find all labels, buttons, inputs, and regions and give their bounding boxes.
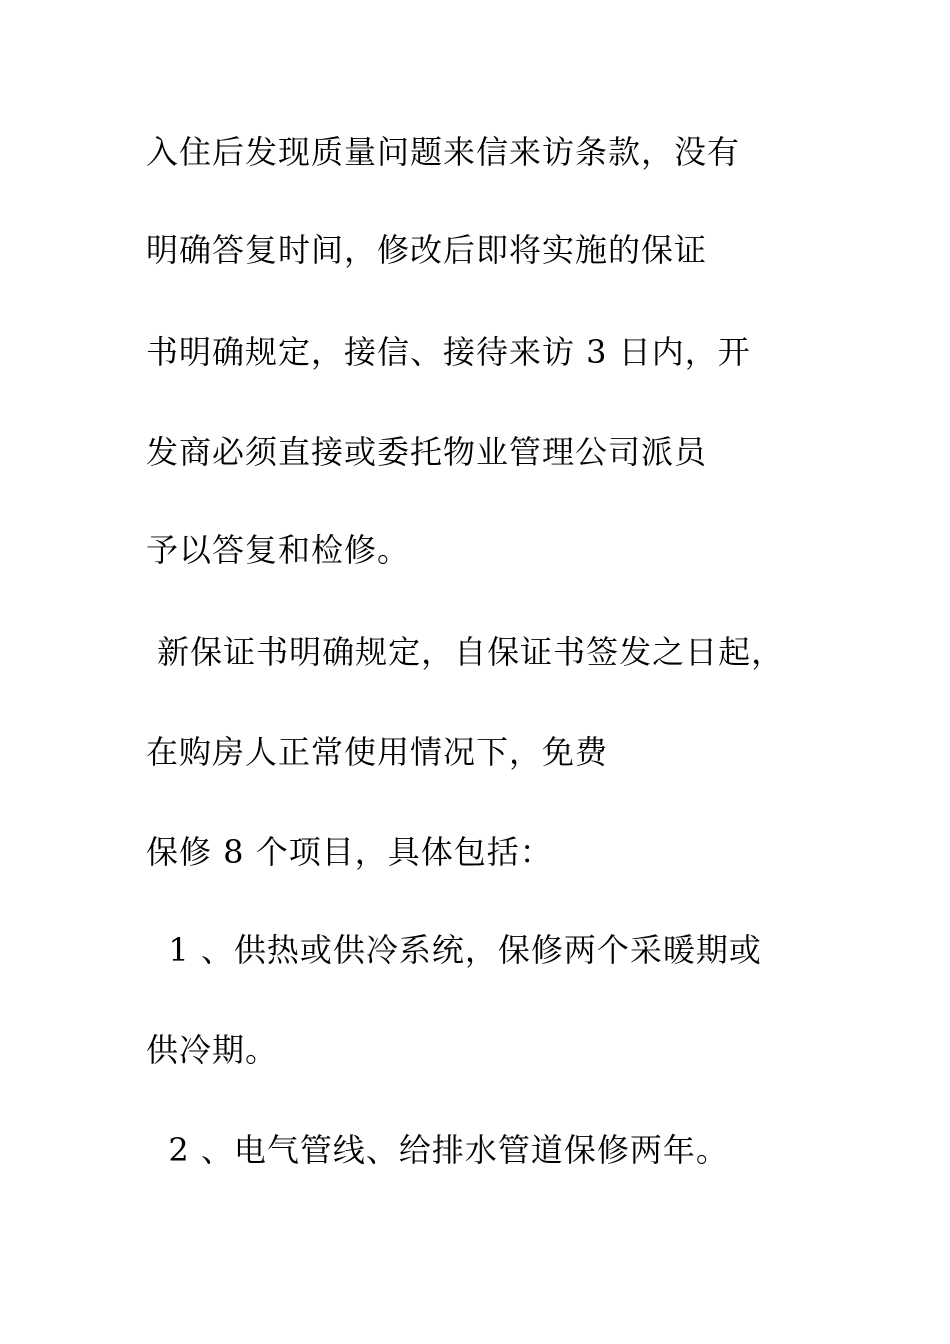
text-line-2: 明确答复时间，修改后即将实施的保证 [146, 231, 708, 269]
text-line-1: 入住后发现质量问题来信来访条款，没有 [146, 133, 741, 171]
text-line-3: 书明确规定，接信、接待来访 3 日内，开 [146, 333, 751, 371]
list-item-1-line-2: 供冷期。 [146, 1031, 279, 1069]
text-line-5: 予以答复和检修。 [146, 531, 411, 569]
text-line-6: 新保证书明确规定，自保证书签发之日起， [146, 633, 785, 671]
text-line-8: 保修 8 个项目，具体包括： [146, 833, 553, 871]
text-line-7: 在购房人正常使用情况下，免费 [146, 733, 609, 771]
list-item-1-line-1: 1 、供热或供冷系统，保修两个采暖期或 [146, 931, 762, 969]
text-line-4: 发商必须直接或委托物业管理公司派员 [146, 433, 708, 471]
list-item-2-line-1: 2 、电气管线、给排水管道保修两年。 [146, 1131, 729, 1169]
